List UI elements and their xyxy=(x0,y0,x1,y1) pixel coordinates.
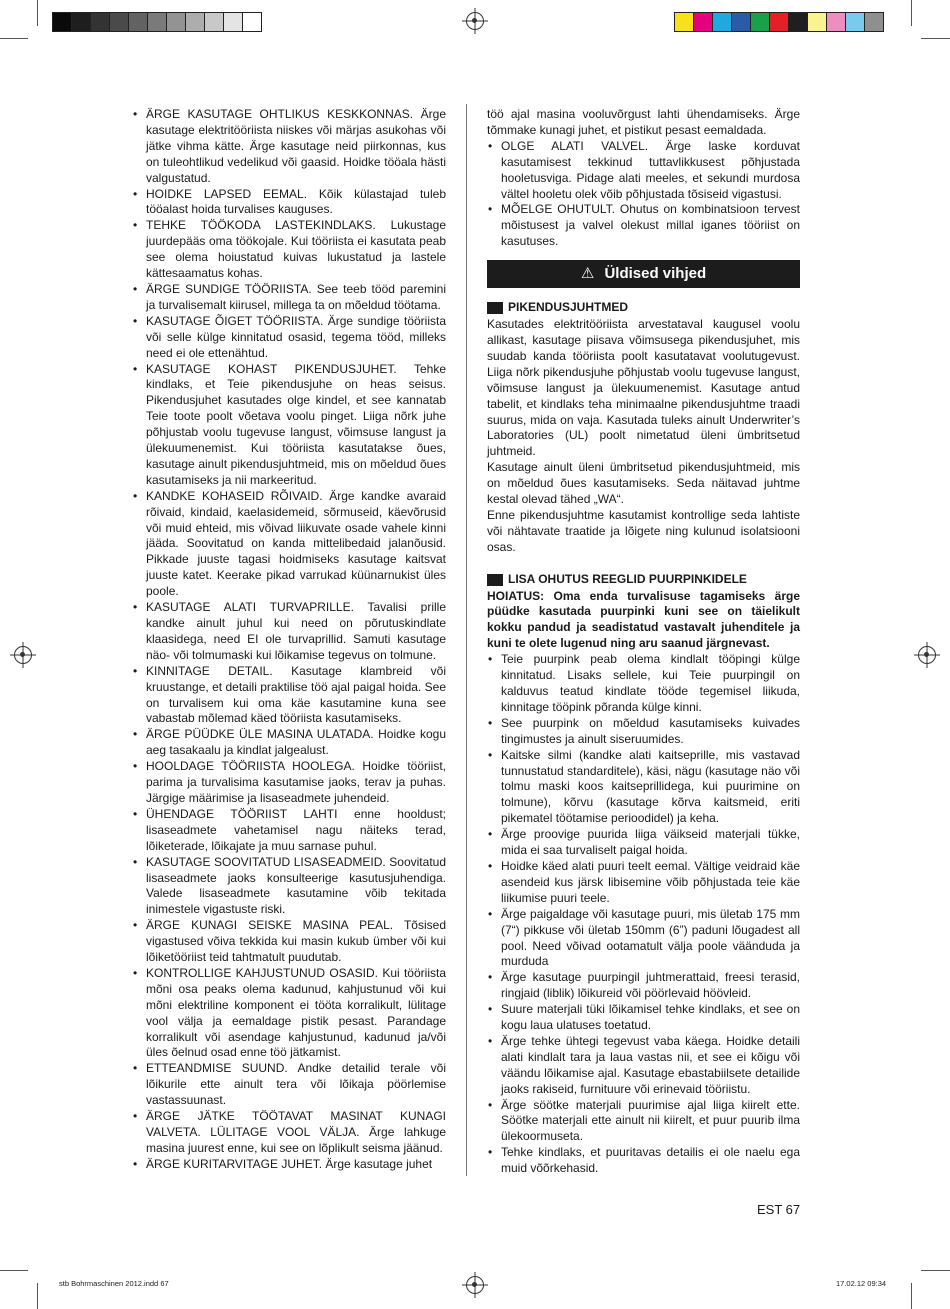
page-number: EST 67 xyxy=(757,1202,801,1217)
list-item: • ÄRGE KURITARVITAGE JUHET. Ärge kasutage juhet xyxy=(132,1157,446,1173)
section-heading-drill-press-rules xyxy=(487,572,800,588)
color-swatch xyxy=(674,12,694,32)
list-item: • ETTEANDMISE SUUND. Andke detailid terale või lõikurile ette ainult tera või lõikaja pöörlemise vastassuunast. xyxy=(132,1061,446,1109)
list-item: • ÄRGE KASUTAGE OHTLIKUS KESKKONNAS. Ärge kasutage elektritööriista niiskes või märjas asukohas või jätke vihma kätte. Ärge kasutage neid piirkonnas, kus on tuleohtlikud vedelikud või gaasid. Hoidke tööala hästi valgustatud. xyxy=(132,107,446,187)
color-swatch xyxy=(750,12,770,32)
registration-mark-icon xyxy=(466,12,484,30)
registration-mark-icon xyxy=(918,646,936,664)
list-item: • ÄRGE SUNDIGE TÖÖRIISTA. See teeb tööd paremini ja turvalisemalt kiirusel, millega ta on mõeldud töötama. xyxy=(132,282,446,314)
color-swatch xyxy=(788,12,808,32)
list-item: • Kaitske silmi (kandke alati kaitseprille, mis vastavad tunnustatud standarditele), käsi, nägu (kasutage näo või tolmu maski koos kaitseprillidega, kui puurimine on tolmune), kõrvu (kasutage kõrva kaitsmeid, eriti pikematel töötamise perioodidel) ja keha. xyxy=(487,748,800,828)
drill-press-rules-list xyxy=(487,652,800,1177)
color-swatch xyxy=(71,12,91,32)
footer-timestamp: 17.02.12 09:34 xyxy=(836,1279,887,1288)
section-heading-extension-cords xyxy=(487,300,800,316)
list-item: • ÄRGE PÜÜDKE ÜLE MASINA ULATADA. Hoidke kogu aeg tasakaalu ja kindlat jalgealust. xyxy=(132,727,446,759)
section-title: LISA OHUTUS REEGLID PUURPINKIDELE xyxy=(508,571,747,586)
color-swatch xyxy=(769,12,789,32)
color-swatch xyxy=(807,12,827,32)
grayscale-color-bar xyxy=(52,12,261,34)
color-swatch xyxy=(693,12,713,32)
list-item: • Teie puurpink peab olema kindlalt tööpingi külge kinnitatud. Lisaks sellele, kui Teie puurpingil on kalduvus teatud kindlate tööde tegemisel liikuda, kinnitage tööpink põranda külge kinni. xyxy=(487,652,800,716)
crop-mark xyxy=(911,1283,912,1309)
paragraph: Kasutage ainult üleni ümbritsetud pikendusjuhtmeid, mis on mõeldud õues kasutamiseks. Seda näitavad juhtme kestal olevad tähed „WA“. xyxy=(487,460,800,507)
footer-file-name: stb Bohrmaschinen 2012.indd 67 xyxy=(59,1279,169,1288)
color-swatch xyxy=(52,12,72,32)
color-calibration-bar xyxy=(674,12,883,34)
color-swatch xyxy=(185,12,205,32)
banner-title: Üldised vihjed xyxy=(604,265,707,283)
registration-mark-icon xyxy=(466,1276,484,1294)
crop-mark xyxy=(921,1270,950,1271)
section-marker-icon xyxy=(487,302,503,314)
color-swatch xyxy=(204,12,224,32)
safety-rules-list xyxy=(132,107,446,1173)
paragraph: Kasutades elektritööriista arvestataval kaugusel voolu allikast, kasutage piisava võimsusega pikendusjuhet, mis suudab kanda tööriista poolt kasutatavat voolutugevust. Liiga nõrk pikendusjuhe põhjustab voolu tugevuse langust, võimsuse langust ja ülekuumenemist. Kasutage antud tabelit, et kindlaks teha minimaalne pikendusjuhtme traadi suurus, mida on vaja. Kasutada tuleks ainult Underwriter’s Laboratories (UL) poolt nimetatud üleni ümbritsetud juhtmeid. xyxy=(487,317,800,459)
color-swatch xyxy=(731,12,751,32)
crop-mark xyxy=(0,1270,28,1271)
color-swatch xyxy=(166,12,186,32)
crop-mark xyxy=(911,0,912,26)
list-item: • KASUTAGE ÕIGET TÖÖRIISTA. Ärge sundige tööriista või selle külge kinnitatud osasid, tegema tööd, milleks need ei ole ettenähtud. xyxy=(132,314,446,362)
color-swatch xyxy=(826,12,846,32)
warning-paragraph: HOIATUS: Oma enda turvalisuse tagamiseks ärge püüdke kasutada puurpinki kuni see on täielikult kokku pandud ja seadistatud vastavalt juhenditele ja kuni te olete lugenud ning aru saanud järgnevast. xyxy=(487,588,800,651)
list-item: • KASUTAGE KOHAST PIKENDUSJUHET. Tehke kindlaks, et Teie pikendusjuhe on heas seisus. Pikendusjuhet kasutades olge kindel, et see kannatab Teie toote poolt võetava voolu pinget. Liiga nõrk juhe põhjustab voolu tugevuse langust, võimsuse langust ja ülekuumenemist. Kui tööriista kasutatakse õues, kasutage ainult pikendusjuhtmeid, mis on mõeldud õues kasutamiseks ja nii markeeritud. xyxy=(132,362,446,489)
list-item: • Hoidke käed alati puuri teelt eemal. Vältige veidraid käe asendeid kus järsk libisemine võib põhjustada teie käe liikumise puuri teele. xyxy=(487,859,800,907)
list-item: • Tehke kindlaks, et puuritavas detailis ei ole naelu ega muid võõrkehasid. xyxy=(487,1145,800,1177)
list-item: • ÄRGE KUNAGI SEISKE MASINA PEAL. Tõsised vigastused võiva tekkida kui masin kukub ümber või kui lõiketööriist teid tahtmatult puudutab. xyxy=(132,918,446,966)
crop-mark xyxy=(921,38,950,39)
paragraph: Enne pikendusjuhtme kasutamist kontrollige seda lahtiste või nähtavate traatide ja lõigete ning kulunud isolatsiooni osas. xyxy=(487,507,800,554)
section-marker-icon xyxy=(487,574,503,586)
section-title: PIKENDUSJUHTMED xyxy=(508,300,629,315)
safety-rules-list-continued xyxy=(487,139,800,250)
list-item: • Ärge proovige puurida liiga väikseid materjali tükke, mida ei saa turvaliselt paigal hoida. xyxy=(487,827,800,859)
crop-mark xyxy=(0,38,28,39)
list-item: • KONTROLLIGE KAHJUSTUNUD OSASID. Kui tööriista mõni osa peaks olema kadunud, kahjustunud või kui mõni elektriline komponent ei tööta korralikult, lülitage vool välja ja eemaldage pistik pesast. Parandage korralikult või asendage kahjustunud, kadunud ja/või üles õelnud osad enne töö jätkamist. xyxy=(132,966,446,1061)
list-item: • KINNITAGE DETAIL. Kasutage klambreid või kruustange, et detaili praktilise töö ajal paigal hoida. See on turvalisem kui oma käe kasutamine kuna see vabastab mõlemad käed tööriista kasutamiseks. xyxy=(132,664,446,728)
list-item: • OLGE ALATI VALVEL. Ärge laske korduvat kasutamisest tekkinud tuttavlikkusest põhjustada hooletusviga. Pidage alati meeles, et sekundi murdosa vältel hooletu olek võib põhjustada tõsiseid vigastusi. xyxy=(487,139,800,203)
general-tips-banner xyxy=(487,260,800,288)
warning-triangle-icon: ⚠ xyxy=(580,265,595,283)
color-swatch xyxy=(128,12,148,32)
list-item: • Suure materjali tüki lõikamisel tehke kindlaks, et see on kogu laua ulatuses toetatud. xyxy=(487,1002,800,1034)
list-item: • MÕELGE OHUTULT. Ohutus on kombinatsioon tervest mõistusest ja valvel olekust millal iganes tööriist on kasutuses. xyxy=(487,202,800,250)
left-column xyxy=(132,107,446,1173)
list-item: • ÜHENDAGE TÖÖRIIST LAHTI enne hooldust; lisaseadmete vahetamisel nagu näiteks terad, lõiketerade, lõikajate ja muu sarnase puhul. xyxy=(132,807,446,855)
right-column xyxy=(487,107,800,1177)
color-swatch xyxy=(864,12,884,32)
list-item: • See puurpink on mõeldud kasutamiseks kuivades tingimustes ja ainult siseruumides. xyxy=(487,716,800,748)
crop-mark xyxy=(37,1283,38,1309)
color-swatch xyxy=(90,12,110,32)
list-item: • HOIDKE LAPSED EEMAL. Kõik külastajad tuleb tööalast hoida turvalises kauguses. xyxy=(132,187,446,219)
list-item: • Ärge tehke ühtegi tegevust vaba käega. Hoidke detaili alati kindlalt tara ja laua vastas nii, et see ei kõigu või väändu lõikamise ajal. Kasutage ebastabiilsete detailide jaoks rakiseid, furnituure või erinevaid tööriistu. xyxy=(487,1034,800,1098)
column-divider xyxy=(466,104,467,1176)
list-item: • Ärge paigaldage või kasutage puuri, mis ületab 175 mm (7“) pikkuse või ületab 150mm (6”) paduni lõugadest all pool. Need võivad ootamatult välja poole väänduda ja murduda xyxy=(487,907,800,971)
list-item: • KASUTAGE SOOVITATUD LISASEADMEID. Soovitatud lisaseadmete jaoks konsulteerige kasutusjuhendiga. Valede lisaseadmete kasutamine võib tekitada inimestele vigastuste riski. xyxy=(132,855,446,919)
list-item: • Ärge kasutage puurpingil juhtmerattaid, freesi terasid, ringjaid (liblik) lõikureid või pöörlevaid höövleid. xyxy=(487,970,800,1002)
color-swatch xyxy=(147,12,167,32)
list-item: • TEHKE TÖÖKODA LASTEKINDLAKS. Lukustage juurdepääs oma töökojale. Kui tööriista ei kasutata peab see olema hoiustatud kuivas lukustatud ja lastele kättesaamatus kohas. xyxy=(132,218,446,282)
crop-mark xyxy=(37,0,38,26)
color-swatch xyxy=(242,12,262,32)
color-swatch xyxy=(109,12,129,32)
list-item: • Ärge söötke materjali puurimise ajal liiga kiirelt ette. Söötke materjali ette ainult nii kiirelt, et puur puurib ilma ülekoormuseta. xyxy=(487,1098,800,1146)
color-swatch xyxy=(223,12,243,32)
color-swatch xyxy=(845,12,865,32)
registration-mark-icon xyxy=(14,646,32,664)
list-item: • KASUTAGE ALATI TURVAPRILLE. Tavalisi prille kandke ainult juhul kui need on põrutuskindlate klaasidega, need EI ole turvaprillid. Samuti kasutage näo- või tolmumaski kui lõikamise tegevus on tolmune. xyxy=(132,600,446,664)
list-item: • HOOLDAGE TÖÖRIISTA HOOLEGA. Hoidke tööriist, parima ja turvalisima kasutamise jaoks, terav ja puhas. Järgige määrimise ja lisaseadmete juhendeid. xyxy=(132,759,446,807)
list-item: • KANDKE KOHASEID RÕIVAID. Ärge kandke avaraid rõivaid, kindaid, kaelasidemeid, sõrmuseid, käevõrusid või muid ehteid, mis võivad liikuvate osade vahele kinni jääda. Soovitatud on kanda mittelibedaid jalanõusid. Pikkade juuste tagasi hoidmiseks kasutage kaitsvat juuste katet. Keerake pikad varrukad küünarnukist üles poole. xyxy=(132,489,446,600)
list-item: • ÄRGE JÄTKE TÖÖTAVAT MASINAT KUNAGI VALVETA. LÜLITAGE VOOL VÄLJA. Ärge lahkuge masina juurest enne, kui see on lõplikult seisma jäänud. xyxy=(132,1109,446,1157)
color-swatch xyxy=(712,12,732,32)
continuation-text: töö ajal masina vooluvõrgust lahti ühendamiseks. Ärge tõmmake kunagi juhet, et pistikut pesast eemaldada. xyxy=(487,107,800,137)
